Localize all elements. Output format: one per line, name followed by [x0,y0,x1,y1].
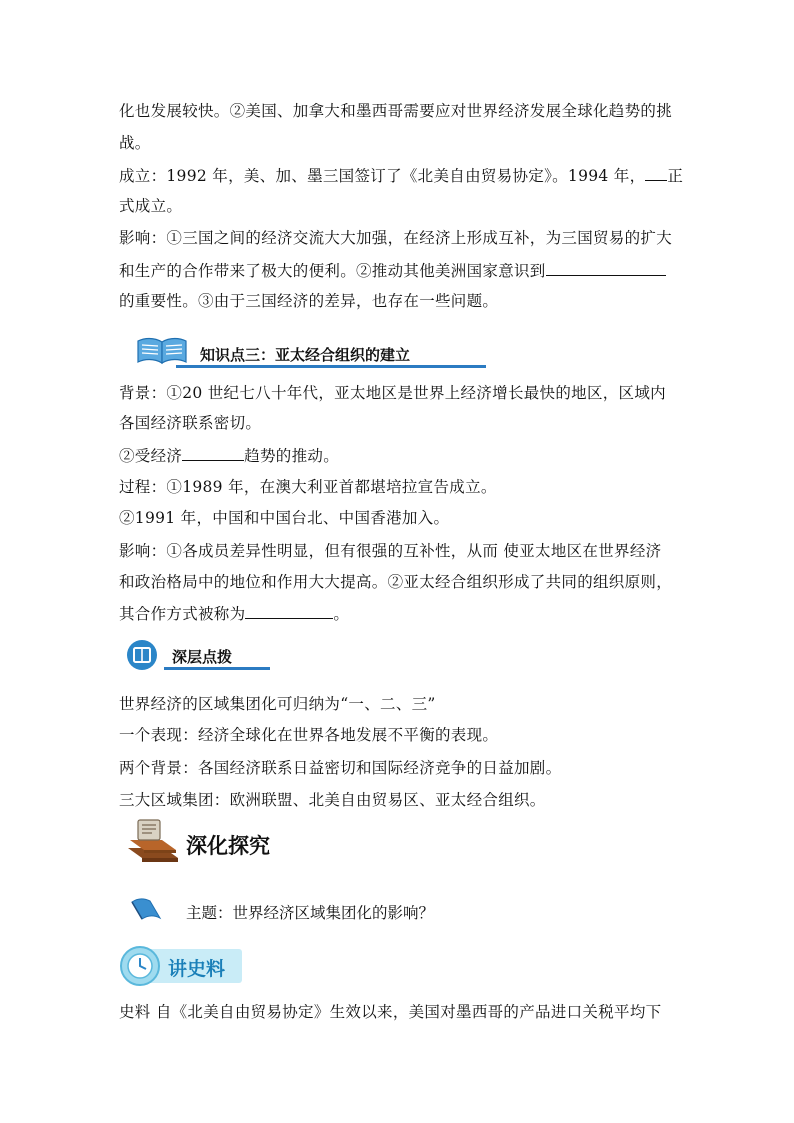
deep-tips-heading [124,638,270,674]
text-line: 战。 [119,134,151,152]
text-segment: 成立：1992 年，美、加、墨三国签订了《北美自由贸易协定》。1994 年， [119,167,646,185]
text-line: ②1991 年，中国和中国台北、中国香港加入。 [119,509,450,527]
heading-title: 知识点三：亚太经合组织的建立 [200,346,411,364]
text-line [119,260,679,281]
text-segment: 。 [333,605,350,623]
text-line: 背景：①20 世纪七八十年代，亚太地区是世界上经济增长最快的地区，区域内 [119,384,666,402]
section-title: 深化探究 [186,834,270,858]
text-line: 的重要性。③由于三国经济的差异，也存在一些问题。 [119,292,499,310]
text-line: 世界经济的区域集团化可归纳为“一、二、三” [119,695,436,713]
text-line: 一个表现：经济全球化在世界各地发展不平衡的表现。 [119,726,499,744]
text-segment: 和生产的合作带来了极大的便利。②推动其他美洲国家意识到 [119,262,546,280]
text-line: 式成立。 [119,197,183,215]
text-segment: 其合作方式被称为 [119,605,246,623]
books-stack-icon [124,818,182,866]
text-line: 化也发展较快。②美国、加拿大和墨西哥需要应对世界经济发展全球化趋势的挑 [119,102,673,120]
badge-label: 讲史料 [168,958,226,980]
text-line: 和政治格局中的地位和作用大大提高。②亚太经合组织形成了共同的组织原则， [119,573,673,591]
text-line: 影响：①各成员差异性明显，但有很强的互补性，从而 使亚太地区在世界经济 [119,542,662,560]
fill-blank [182,445,244,461]
history-badge [118,944,242,988]
text-line [119,165,684,186]
fill-blank [546,260,666,276]
heading-title: 深层点拨 [172,648,233,666]
theme-text: 主题：世界经济区域集团化的影响？ [186,904,435,922]
book-icon [136,336,188,366]
text-segment: ②受经济 [119,447,183,465]
clock-icon [118,944,162,988]
text-segment: 正 [667,167,684,185]
text-line: 两个背景：各国经济联系日益密切和国际经济竞争的日益加剧。 [119,759,562,777]
text-line: 各国经济联系密切。 [119,414,262,432]
knowledge-heading [136,336,486,368]
text-line: 影响：①三国之间的经济交流大大加强，在经济上形成互补，为三国贸易的扩大 [119,229,673,247]
fill-blank [245,603,333,619]
text-line: 三大区域集团：欧洲联盟、北美自由贸易区、亚太经合组织。 [119,791,546,809]
text-line [119,603,679,624]
text-line [119,445,679,466]
book-circle-icon [124,638,162,672]
text-line: 过程：①1989 年，在澳大利亚首都堪培拉宣告成立。 [119,478,497,496]
heading-underline [164,667,270,670]
fill-blank [645,165,667,181]
heading-underline [176,365,486,368]
text-segment: 趋势的推动。 [244,447,340,465]
book-tilted-icon [130,896,164,922]
text-line: 史料 自《北美自由贸易协定》生效以来，美国对墨西哥的产品进口关税平均下 [119,1003,662,1021]
